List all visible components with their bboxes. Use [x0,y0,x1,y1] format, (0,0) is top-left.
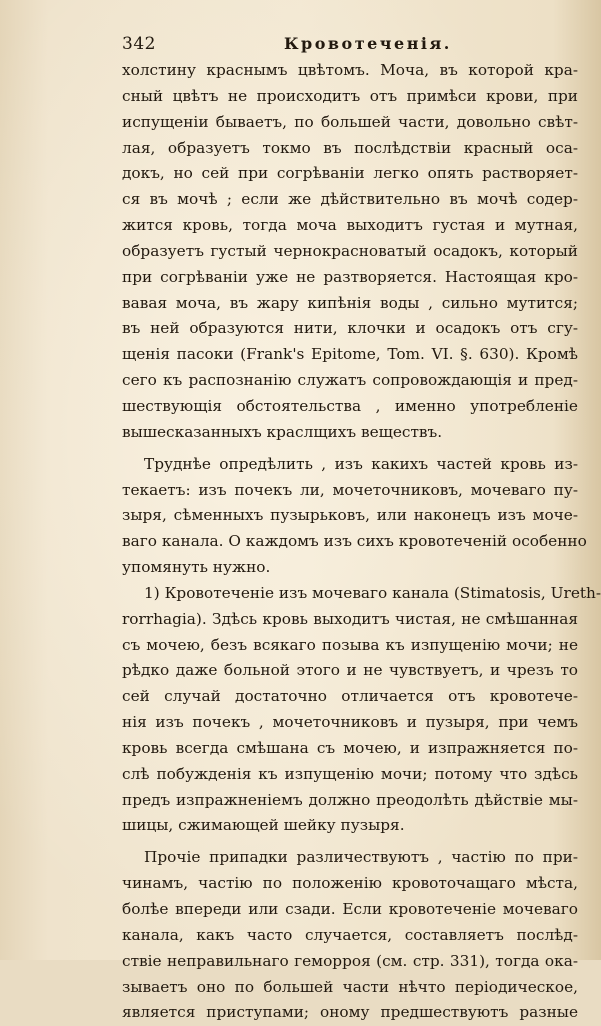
text-line: текаетъ: изъ почекъ ли, мочеточниковъ, мочеваго пу- [122,480,578,499]
text-line: rorrhagia). Здѣсь кровь выходитъ чистая, не смѣшанная [122,609,578,628]
text-line: упомянуть нужно. [122,558,271,577]
text-line: съ мочею, безъ всякаго позыва къ изпущенію мочи; не [122,635,578,654]
text-line: Прочіе припадки различествуютъ , частію по при- [144,848,578,867]
text-line: шицы, сжимающей шейку пузыря. [122,816,405,835]
text-line: докъ, но сей при согрѣваніи легко опять растворяет- [122,164,578,183]
text-line: кровь всегда смѣшана съ мочею, и изпражняется по- [122,738,578,757]
text-line: образуетъ густый черноκрасноватый осадокъ, который [122,241,578,260]
page-header [122,30,502,60]
text-line: вавая моча, въ жару кипѣнія воды , сильно мутится; [122,293,578,312]
text-line: жится кровь, тогда моча выходитъ густая и мутная, [122,216,578,235]
text-line: Труднѣе опредѣлить , изъ какихъ частей кровь из- [144,454,578,473]
text-line: испущеніи бываетъ, по большей части, довольно свѣт- [122,112,578,131]
text-line: ваго канала. О каждомъ изъ сихъ кровотеченій особенно [122,532,587,551]
text-line: при согрѣваніи уже не разтворяется. Настоящая кро- [122,267,578,286]
text-line: шествующія обстоятельства , именно употребленіе [122,396,578,415]
text-line: является приступами; оному предшествуютъ разные [122,1003,578,1022]
text-line: щенія пасоки (Frank's Epitome, Tom. VI. §. 630). Кромѣ [122,345,578,364]
running-title: Кровотеченія. [284,34,452,53]
text-line: вышесказанныхъ краслщихъ веществъ. [122,422,443,441]
text-line: предъ изпражненіемъ должно преодолѣть дѣйствіе мы- [122,790,578,809]
text-line: чинамъ, частію по положенію кровоточащаго мѣста, [122,874,578,893]
text-line: въ ней образуются нити, клочки и осадокъ отъ сгу- [122,319,578,338]
text-line: рѣдко даже больной этого и не чувствуетъ, и чрезъ то [122,661,578,680]
text-line: нія изъ почекъ , мочеточниковъ и пузыря, при чемъ [122,713,578,732]
text-line: зываетъ оно по большей части нѣчто періодическое, [122,977,578,996]
text-line: ся въ мочѣ ; если же дѣйствительно въ мочѣ содер- [122,190,578,209]
text-line: сей случай достаточно отличается отъ кровотече- [122,687,578,706]
body-text [122,58,601,1026]
text-line: болѣе впереди или сзади. Если кровотеченіе мочеваго [122,900,578,918]
text-line: 1) Кровотеченіе изъ мочеваго канала (Stimatosis, Ureth- [144,583,601,602]
text-line: канала, какъ часто случается, составляетъ послѣд- [122,925,578,944]
text-line: зыря, сѣменныхъ пузырьковъ, или наконецъ изъ моче- [122,506,578,525]
text-line: лая, образуетъ токмо въ послѣдствіи красный оса- [122,138,578,157]
text-line: сный цвѣтъ не происходитъ отъ примѣси крови, при [122,86,578,105]
text-line: холстину краснымъ цвѣтомъ. Моча, въ которой кра- [122,61,578,79]
text-line: ствіе неправильнаго геморроя (см. стр. 331), тогда ока- [122,951,578,970]
page-number: 342 [122,34,156,54]
text-line: слѣ побужденія къ изпущенію мочи; потому что здѣсь [122,764,578,783]
text-line: сего къ распознанію служатъ сопровождающія и пред- [122,371,578,390]
